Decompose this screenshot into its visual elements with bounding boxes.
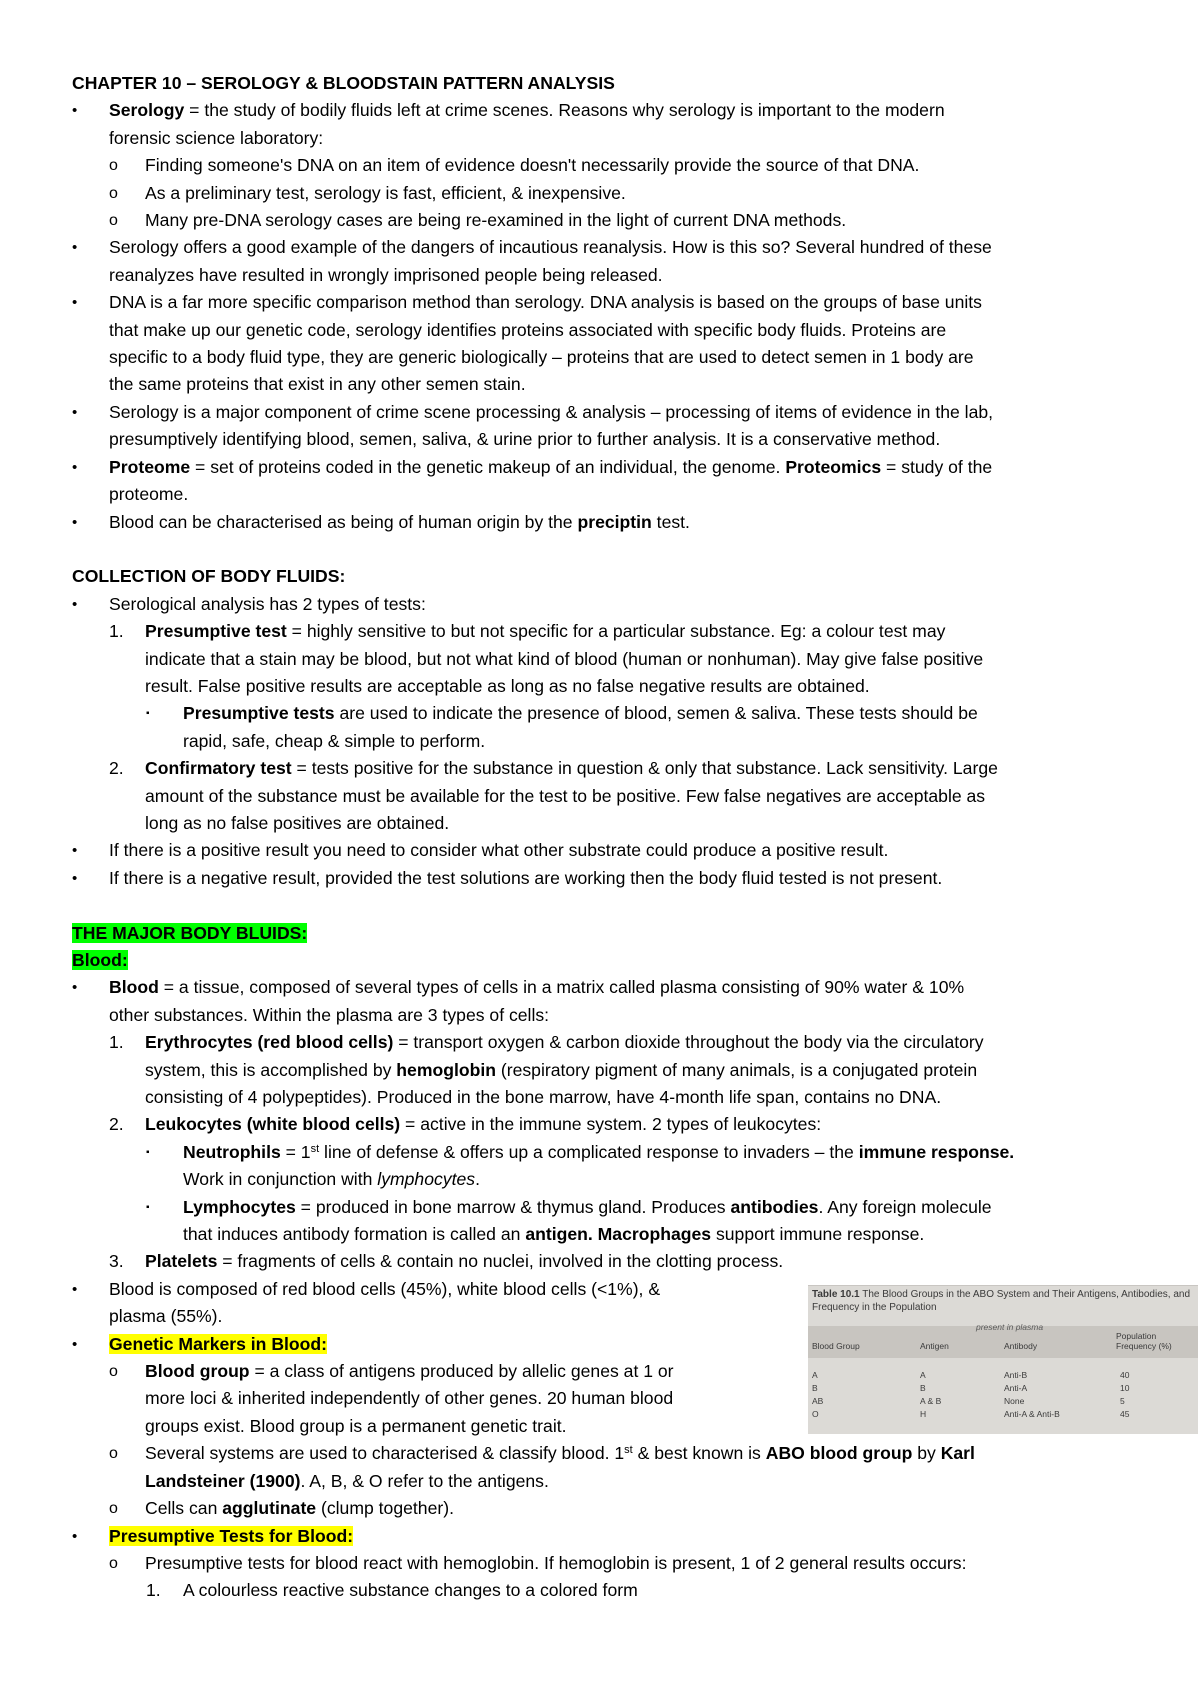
reason-item: o As a preliminary test, serology is fast, efficient, & inexpensive. — [72, 180, 1112, 207]
reason-item: o Finding someone's DNA on an item of evidence doesn't necessarily provide the source of that DNA. — [72, 152, 1112, 179]
table-cell: B — [812, 1383, 818, 1393]
list-number: 2. — [109, 758, 124, 779]
table-cell: Anti-B — [1004, 1370, 1028, 1380]
list-number: 1. — [109, 621, 124, 642]
table-header-cell: Antibody — [1004, 1341, 1038, 1351]
serology-definition: • Serology = the study of bodily fluids left at crime scenes. Reasons why serology is important to the modern forensic science laboratory: — [72, 97, 1112, 152]
presumptive-sub-item: ▪ Presumptive tests are used to indicate the presence of blood, semen & saliva. These tests should be rapid, safe, cheap & simple to perform. — [72, 700, 1112, 755]
table-caption: Table 10.1 The Blood Groups in the ABO System and Their Antigens, Antibodies, and Frequency in the Population — [812, 1289, 1191, 1313]
tests-intro-item: • Serological analysis has 2 types of tests: — [72, 591, 1112, 618]
circle-bullet-icon: o — [109, 1445, 118, 1463]
circle-bullet-icon: o — [109, 1554, 118, 1572]
negative-result-item: • If there is a negative result, provided the test solutions are working then the body fluid tested is not present. — [72, 865, 1112, 892]
circle-bullet-icon: o — [109, 184, 118, 202]
genetic-markers-item — [72, 1331, 829, 1358]
table-cell: B — [920, 1383, 926, 1393]
circle-bullet-icon: o — [109, 1363, 118, 1381]
bullet-icon: • — [72, 102, 78, 120]
bullet-icon: • — [72, 513, 78, 531]
table-cell: H — [920, 1409, 927, 1419]
confirmatory-test-item: 2. Confirmatory test = tests positive for the substance in question & only that substance. Lack sensitivity. Large amount of the substance must be available for the test to be positive. Few false negatives are acceptable as long as no false positives are obtained. — [72, 755, 1112, 837]
precipitin-item: • Blood can be characterised as being of human origin by the preciptin test. — [72, 509, 1112, 536]
table-cell: Anti-A & Anti-B — [1004, 1409, 1060, 1419]
list-number: 1. — [146, 1580, 161, 1601]
table-cell: 45 — [1120, 1409, 1130, 1419]
bullet-icon: • — [72, 1527, 78, 1545]
section-heading-major: THE MAJOR BODY BLUIDS: — [72, 922, 308, 943]
table-header-cell: Antigen — [920, 1341, 949, 1351]
term-serology: Serology — [109, 100, 185, 121]
bullet-icon: • — [72, 458, 78, 476]
bullet-icon: • — [72, 869, 78, 887]
table-cell: A — [812, 1370, 818, 1380]
table-cell: 5 — [1120, 1396, 1125, 1406]
square-bullet-icon: ▪ — [146, 1201, 150, 1213]
table-cell: 40 — [1120, 1370, 1130, 1380]
circle-bullet-icon: o — [109, 157, 118, 175]
list-number: 1. — [109, 1032, 124, 1053]
dna-comparison-item: • DNA is a far more specific comparison method than serology. DNA analysis is based on the groups of base units that make up our genetic code, serology identifies proteins associated with specific body fluids. Proteins are specific to a body fluid type, they are generic biologically – proteins that are used to detect semen in 1 body are the same proteins that exist in any other semen stain. — [72, 289, 1112, 399]
blood-definition-item: • Blood = a tissue, composed of several types of cells in a matrix called plasma consisting of 90% water & 10% other substances. Within the plasma are 3 types of cells: — [72, 974, 1112, 1029]
circle-bullet-icon: o — [109, 212, 118, 230]
bullet-icon: • — [72, 403, 78, 421]
handwritten-note: present in plasma — [976, 1322, 1044, 1332]
bullet-icon: • — [72, 294, 78, 312]
table-header-cell: Blood Group — [812, 1341, 860, 1351]
list-number: 3. — [109, 1251, 124, 1272]
presumptive-blood-item — [72, 1523, 1112, 1550]
component-item: • Serology is a major component of crime scene processing & analysis – processing of items of evidence in the lab, presumptively identifying blood, semen, saliva, & urine prior to further analysis. It is a conservative method. — [72, 399, 1112, 454]
bullet-icon: • — [72, 595, 78, 613]
positive-result-item: • If there is a positive result you need to consider what other substrate could produce a positive result. — [72, 837, 1112, 864]
erythrocytes-item: 1. Erythrocytes (red blood cells) = transport oxygen & carbon dioxide throughout the body via the circulatory system, this is accomplished by hemoglobin (respiratory pigment of many animals, is a conjugated protein consisting of 4 polypeptides). Produced in the bone marrow, have 4-month life span, contains no DNA. — [72, 1029, 1112, 1111]
hemoglobin-reaction-item: o Presumptive tests for blood react with hemoglobin. If hemoglobin is present, 1 of 2 general results occurs: — [72, 1550, 1112, 1577]
subheading-blood: Blood: — [72, 949, 128, 970]
leukocytes-item: 2. Leukocytes (white blood cells) = active in the immune system. 2 types of leukocytes: — [72, 1111, 1112, 1138]
table-header-cell: Population Frequency (%) — [1116, 1331, 1172, 1351]
bullet-icon: • — [72, 239, 78, 257]
blood-composition-item: • Blood is composed of red blood cells (45%), white blood cells (<1%), & plasma (55%). — [72, 1276, 829, 1331]
chapter-title: CHAPTER 10 – SEROLOGY & BLOODSTAIN PATTERN ANALYSIS — [72, 73, 615, 93]
platelets-item: 3. Platelets = fragments of cells & contain no nuclei, involved in the clotting process. — [72, 1248, 1112, 1275]
bullet-icon: • — [72, 979, 78, 997]
square-bullet-icon: ▪ — [146, 708, 150, 720]
subheading-presumptive-blood: Presumptive Tests for Blood: — [109, 1525, 354, 1546]
bullet-icon: • — [72, 842, 78, 860]
bullet-icon: • — [72, 1335, 78, 1353]
square-bullet-icon: ▪ — [146, 1146, 150, 1158]
table-cell: A & B — [920, 1396, 942, 1406]
presumptive-test-item: 1. Presumptive test = highly sensitive to but not specific for a particular substance. Eg: a colour test may indicate that a stain may be blood, but not what kind of blood (human or nonhuman). May give false positive result. False positive results are acceptable as long as no false negative results are obtained. — [72, 618, 1112, 700]
abo-table-photo — [808, 1285, 1198, 1434]
subheading-genetic-markers: Genetic Markers in Blood: — [109, 1333, 328, 1354]
table-cell: A — [920, 1370, 926, 1380]
table-cell: AB — [812, 1396, 824, 1406]
list-number: 2. — [109, 1114, 124, 1135]
table-cell: None — [1004, 1396, 1025, 1406]
proteome-item: • Proteome = set of proteins coded in the genetic makeup of an individual, the genome. Proteomics = study of the proteome. — [72, 454, 1112, 509]
circle-bullet-icon: o — [109, 1500, 118, 1518]
bullet-icon: • — [72, 1280, 78, 1298]
agglutinate-item: o Cells can agglutinate (clump together). — [72, 1495, 1112, 1522]
lymphocytes-item: ▪ Lymphocytes = produced in bone marrow & thymus gland. Produces antibodies. Any foreign molecule that induces antibody formation is called an antigen. Macrophages support immune response. — [72, 1194, 1112, 1249]
colour-change-item: 1. A colourless reactive substance changes to a colored form — [72, 1577, 1112, 1604]
reanalysis-item: • Serology offers a good example of the dangers of incautious reanalysis. How is this so? Several hundred of these reanalyzes have resulted in wrongly imprisoned people being released. — [72, 234, 1112, 289]
neutrophils-item: ▪ Neutrophils = 1st line of defense & offers up a complicated response to invaders – the immune response. Work in conjunction with lymphocytes. — [72, 1139, 1112, 1194]
table-cell: O — [812, 1409, 819, 1419]
reason-item: o Many pre-DNA serology cases are being re-examined in the light of current DNA methods. — [72, 207, 1112, 234]
section-heading-collection: COLLECTION OF BODY FLUIDS: — [72, 566, 346, 587]
table-cell: 10 — [1120, 1383, 1130, 1393]
table-cell: Anti-A — [1004, 1383, 1028, 1393]
blood-group-item: o Blood group = a class of antigens produced by allelic genes at 1 or more loci & inherited independently of other genes. 20 human blood groups exist. Blood group is a permanent genetic trait. — [72, 1358, 865, 1440]
abo-system-item: o Several systems are used to characterised & classify blood. 1st & best known is ABO blood group by Karl Landsteiner (1900). A, B, & O refer to the antigens. — [72, 1440, 1112, 1495]
